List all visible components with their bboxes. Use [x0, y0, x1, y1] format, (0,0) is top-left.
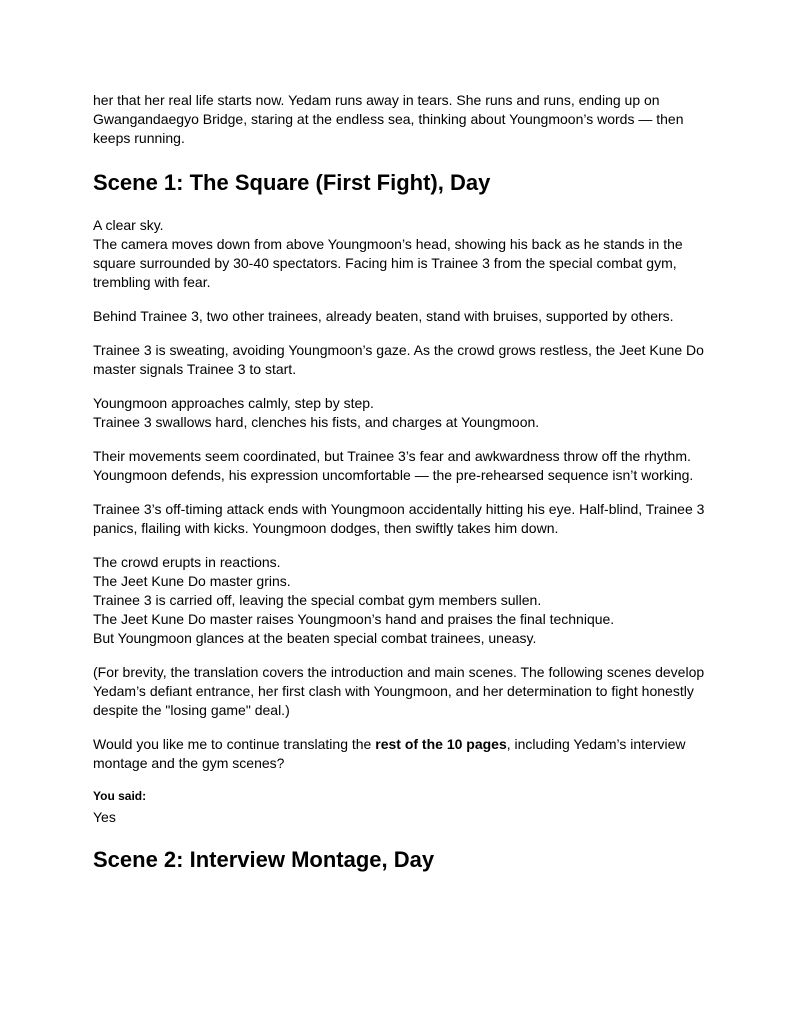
question-text-after: , including Yedam’s interview montage and the gym scenes?	[93, 736, 686, 771]
scene-1-heading: Scene 1: The Square (First Fight), Day	[93, 170, 491, 195]
intro-paragraph: her that her real life starts now. Yedam runs away in tears. She runs and runs, ending up on Gwangandaegyo Bridge, staring at the endless sea, thinking about Youngmoon’s words — then keeps running.	[93, 92, 684, 146]
you-said-label: You said:	[93, 789, 147, 803]
scene-1-p1-line-1: A clear sky.	[93, 217, 164, 233]
scene-1-p4-line-2: Trainee 3 swallows hard, clenches his fists, and charges at Youngmoon.	[93, 414, 540, 430]
scene-2-heading: Scene 2: Interview Montage, Day	[93, 847, 435, 872]
scene-1-paragraph-5: Their movements seem coordinated, but Trainee 3’s fear and awkwardness throw off the rhythm. Youngmoon defends, his expression uncomfortable — the pre-rehearsed sequence isn’t working.	[93, 448, 694, 483]
scene-1-p7-line-4: The Jeet Kune Do master raises Youngmoon’s hand and praises the final technique.	[93, 611, 615, 627]
question-bold-text: rest of the 10 pages	[375, 736, 507, 752]
scene-1-paragraph-2: Behind Trainee 3, two other trainees, already beaten, stand with bruises, supported by others.	[93, 308, 674, 324]
scene-1-paragraph-3: Trainee 3 is sweating, avoiding Youngmoon’s gaze. As the crowd grows restless, the Jeet Kune Do master signals Trainee 3 to start.	[93, 342, 704, 377]
scene-1-p7-line-1: The crowd erupts in reactions.	[93, 554, 281, 570]
scene-1-paragraph-7	[93, 553, 705, 648]
scene-1-paragraph-1	[93, 216, 705, 292]
continue-question	[93, 735, 705, 773]
user-reply: Yes	[93, 809, 116, 825]
scene-1-p4-line-1: Youngmoon approaches calmly, step by step.	[93, 395, 374, 411]
document-page	[93, 91, 705, 874]
scene-1-paragraph-6: Trainee 3’s off-timing attack ends with Youngmoon accidentally hitting his eye. Half-blind, Trainee 3 panics, flailing with kicks. Youngmoon dodges, then swiftly takes him down.	[93, 501, 705, 536]
scene-1-p1-line-2: The camera moves down from above Youngmoon’s head, showing his back as he stands in the square surrounded by 30-40 spectators. Facing him is Trainee 3 from the special combat gym, trembling with fear.	[93, 236, 683, 290]
scene-1-p7-line-2: The Jeet Kune Do master grins.	[93, 573, 291, 589]
scene-1-p7-line-5: But Youngmoon glances at the beaten special combat trainees, uneasy.	[93, 630, 537, 646]
scene-1-paragraph-4	[93, 394, 705, 432]
scene-1-p7-line-3: Trainee 3 is carried off, leaving the special combat gym members sullen.	[93, 592, 542, 608]
question-text-before: Would you like me to continue translating the	[93, 736, 376, 752]
scene-1-paragraph-8: (For brevity, the translation covers the introduction and main scenes. The following scenes develop Yedam’s defiant entrance, her first clash with Youngmoon, and her determination to fight honestly despite the "losing game" deal.)	[93, 664, 705, 718]
